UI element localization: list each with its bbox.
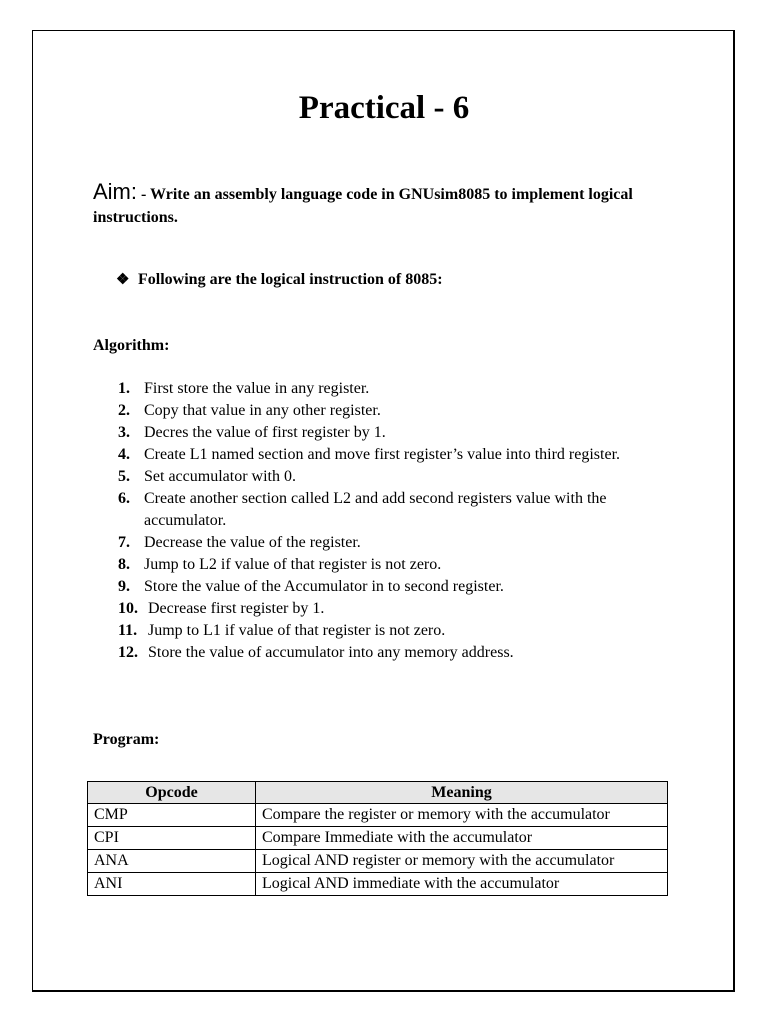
step-number: 3. (118, 424, 130, 441)
step-text: Jump to L1 if value of that register is not zero. (148, 622, 446, 639)
meaning-cell: Logical AND immediate with the accumulator (256, 873, 668, 896)
list-item (118, 554, 678, 576)
table-row (88, 827, 668, 850)
algorithm-heading: Algorithm: (93, 337, 170, 354)
table-row (88, 873, 668, 896)
list-item (118, 400, 678, 422)
algorithm-steps-list (118, 378, 678, 664)
step-text: Decrease the value of the register. (144, 534, 361, 551)
step-number: 8. (118, 556, 130, 573)
step-text: Store the value of the Accumulator in to second register. (144, 578, 504, 595)
aim-text: - Write an assembly language code in GNUsim8085 to implement logical instructions. (93, 186, 633, 226)
column-header-meaning: Meaning (256, 782, 668, 804)
table-header-row (88, 782, 668, 804)
diamond-bullet-icon: ❖ (116, 272, 130, 288)
aim-label: Aim: (93, 179, 137, 204)
opcode-cell: ANI (88, 873, 256, 896)
step-number: 1. (118, 380, 130, 397)
opcode-cell: ANA (88, 850, 256, 873)
step-text: Jump to L2 if value of that register is not zero. (144, 556, 442, 573)
opcode-cell: CPI (88, 827, 256, 850)
list-item (118, 642, 678, 664)
step-number: 2. (118, 402, 130, 419)
step-text: Set accumulator with 0. (144, 468, 296, 485)
bullet-text: Following are the logical instruction of 8085: (138, 271, 443, 288)
step-number: 11. (118, 622, 138, 639)
meaning-cell: Compare the register or memory with the accumulator (256, 804, 668, 827)
step-text: Create L1 named section and move first register’s value into third register. (144, 446, 621, 463)
step-text: Store the value of accumulator into any memory address. (148, 644, 514, 661)
step-number: 7. (118, 534, 130, 551)
step-number: 9. (118, 578, 130, 595)
meaning-cell: Compare Immediate with the accumulator (256, 827, 668, 850)
program-heading: Program: (93, 731, 160, 748)
logical-instructions-bullet (116, 269, 443, 291)
opcode-table (87, 781, 668, 896)
list-item (118, 444, 678, 466)
aim-paragraph (93, 180, 693, 229)
list-item (118, 422, 678, 444)
opcode-cell: CMP (88, 804, 256, 827)
table-row (88, 804, 668, 827)
list-item (118, 488, 678, 532)
step-text: Copy that value in any other register. (144, 402, 381, 419)
list-item (118, 620, 678, 642)
step-number: 4. (118, 446, 130, 463)
step-text: Decres the value of first register by 1. (144, 424, 386, 441)
step-text: Create another section called L2 and add second registers value with the accumulator. (144, 490, 607, 529)
list-item (118, 598, 678, 620)
step-number: 5. (118, 468, 130, 485)
meaning-cell: Logical AND register or memory with the accumulator (256, 850, 668, 873)
step-number: 10. (118, 600, 138, 617)
step-text: Decrease first register by 1. (148, 600, 325, 617)
step-number: 12. (118, 644, 138, 661)
column-header-opcode: Opcode (88, 782, 256, 804)
list-item (118, 576, 678, 598)
step-text: First store the value in any register. (144, 380, 370, 397)
list-item (118, 378, 678, 400)
list-item (118, 532, 678, 554)
list-item (118, 466, 678, 488)
page-title: Practical - 6 (298, 90, 470, 126)
step-number: 6. (118, 490, 130, 507)
table-row (88, 850, 668, 873)
